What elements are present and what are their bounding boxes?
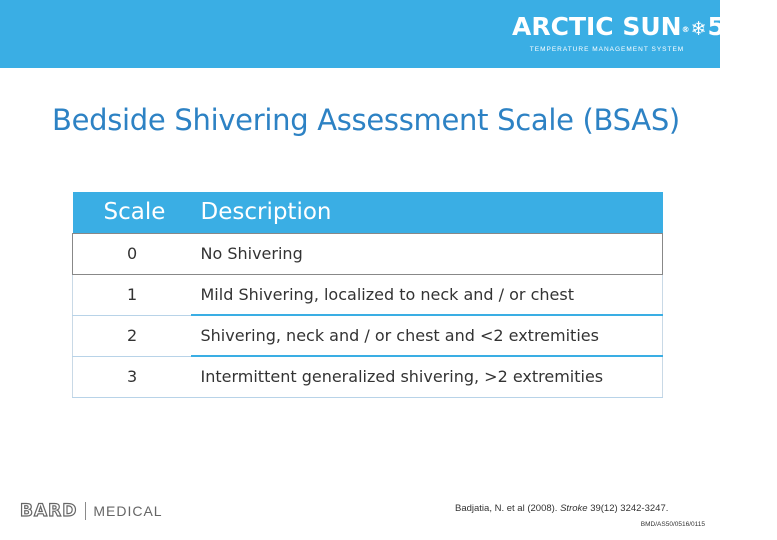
logo-wordmark (512, 12, 777, 44)
medical-wordmark: MEDICAL (93, 503, 163, 519)
registered-mark: ® (681, 25, 690, 34)
header-bar (0, 0, 777, 68)
logo-word: ARCTIC SUN (512, 12, 682, 41)
description-cell: No Shivering (191, 233, 663, 274)
citation (455, 503, 668, 514)
logo-model: 5000 (707, 12, 777, 41)
bard-medical-logo (20, 500, 163, 522)
table-row (73, 315, 663, 356)
citation-details: 39(12) 3242-3247. (587, 503, 669, 514)
description-cell: Intermittent generalized shivering, >2 extremities (191, 356, 663, 397)
description-cell: Mild Shivering, localized to neck and / or chest (191, 274, 663, 315)
logo-tagline: TEMPERATURE MANAGEMENT SYSTEM (529, 46, 685, 53)
logo-divider (85, 502, 86, 520)
column-header-description: Description (191, 192, 663, 233)
citation-journal: Stroke (560, 503, 588, 514)
citation-authors: Badjatia, N. et al (2008). (455, 503, 561, 514)
description-cell: Shivering, neck and / or chest and <2 extremities (191, 315, 663, 356)
snowflake-icon: ❄ (690, 18, 707, 40)
arctic-sun-logo (512, 12, 777, 58)
scale-cell: 0 (73, 233, 191, 274)
table-row (73, 356, 663, 397)
table-row (73, 274, 663, 315)
document-id: BMD/AS50/0516/0115 (640, 521, 705, 528)
table-header-row (73, 192, 663, 233)
scale-cell: 1 (73, 274, 191, 315)
scale-cell: 3 (73, 356, 191, 397)
scale-cell: 2 (73, 315, 191, 356)
bard-wordmark: BARD (20, 501, 78, 521)
column-header-scale: Scale (73, 192, 191, 233)
table-row (73, 233, 663, 274)
bsas-table (72, 192, 663, 398)
page-title: Bedside Shivering Assessment Scale (BSAS) (52, 103, 680, 137)
